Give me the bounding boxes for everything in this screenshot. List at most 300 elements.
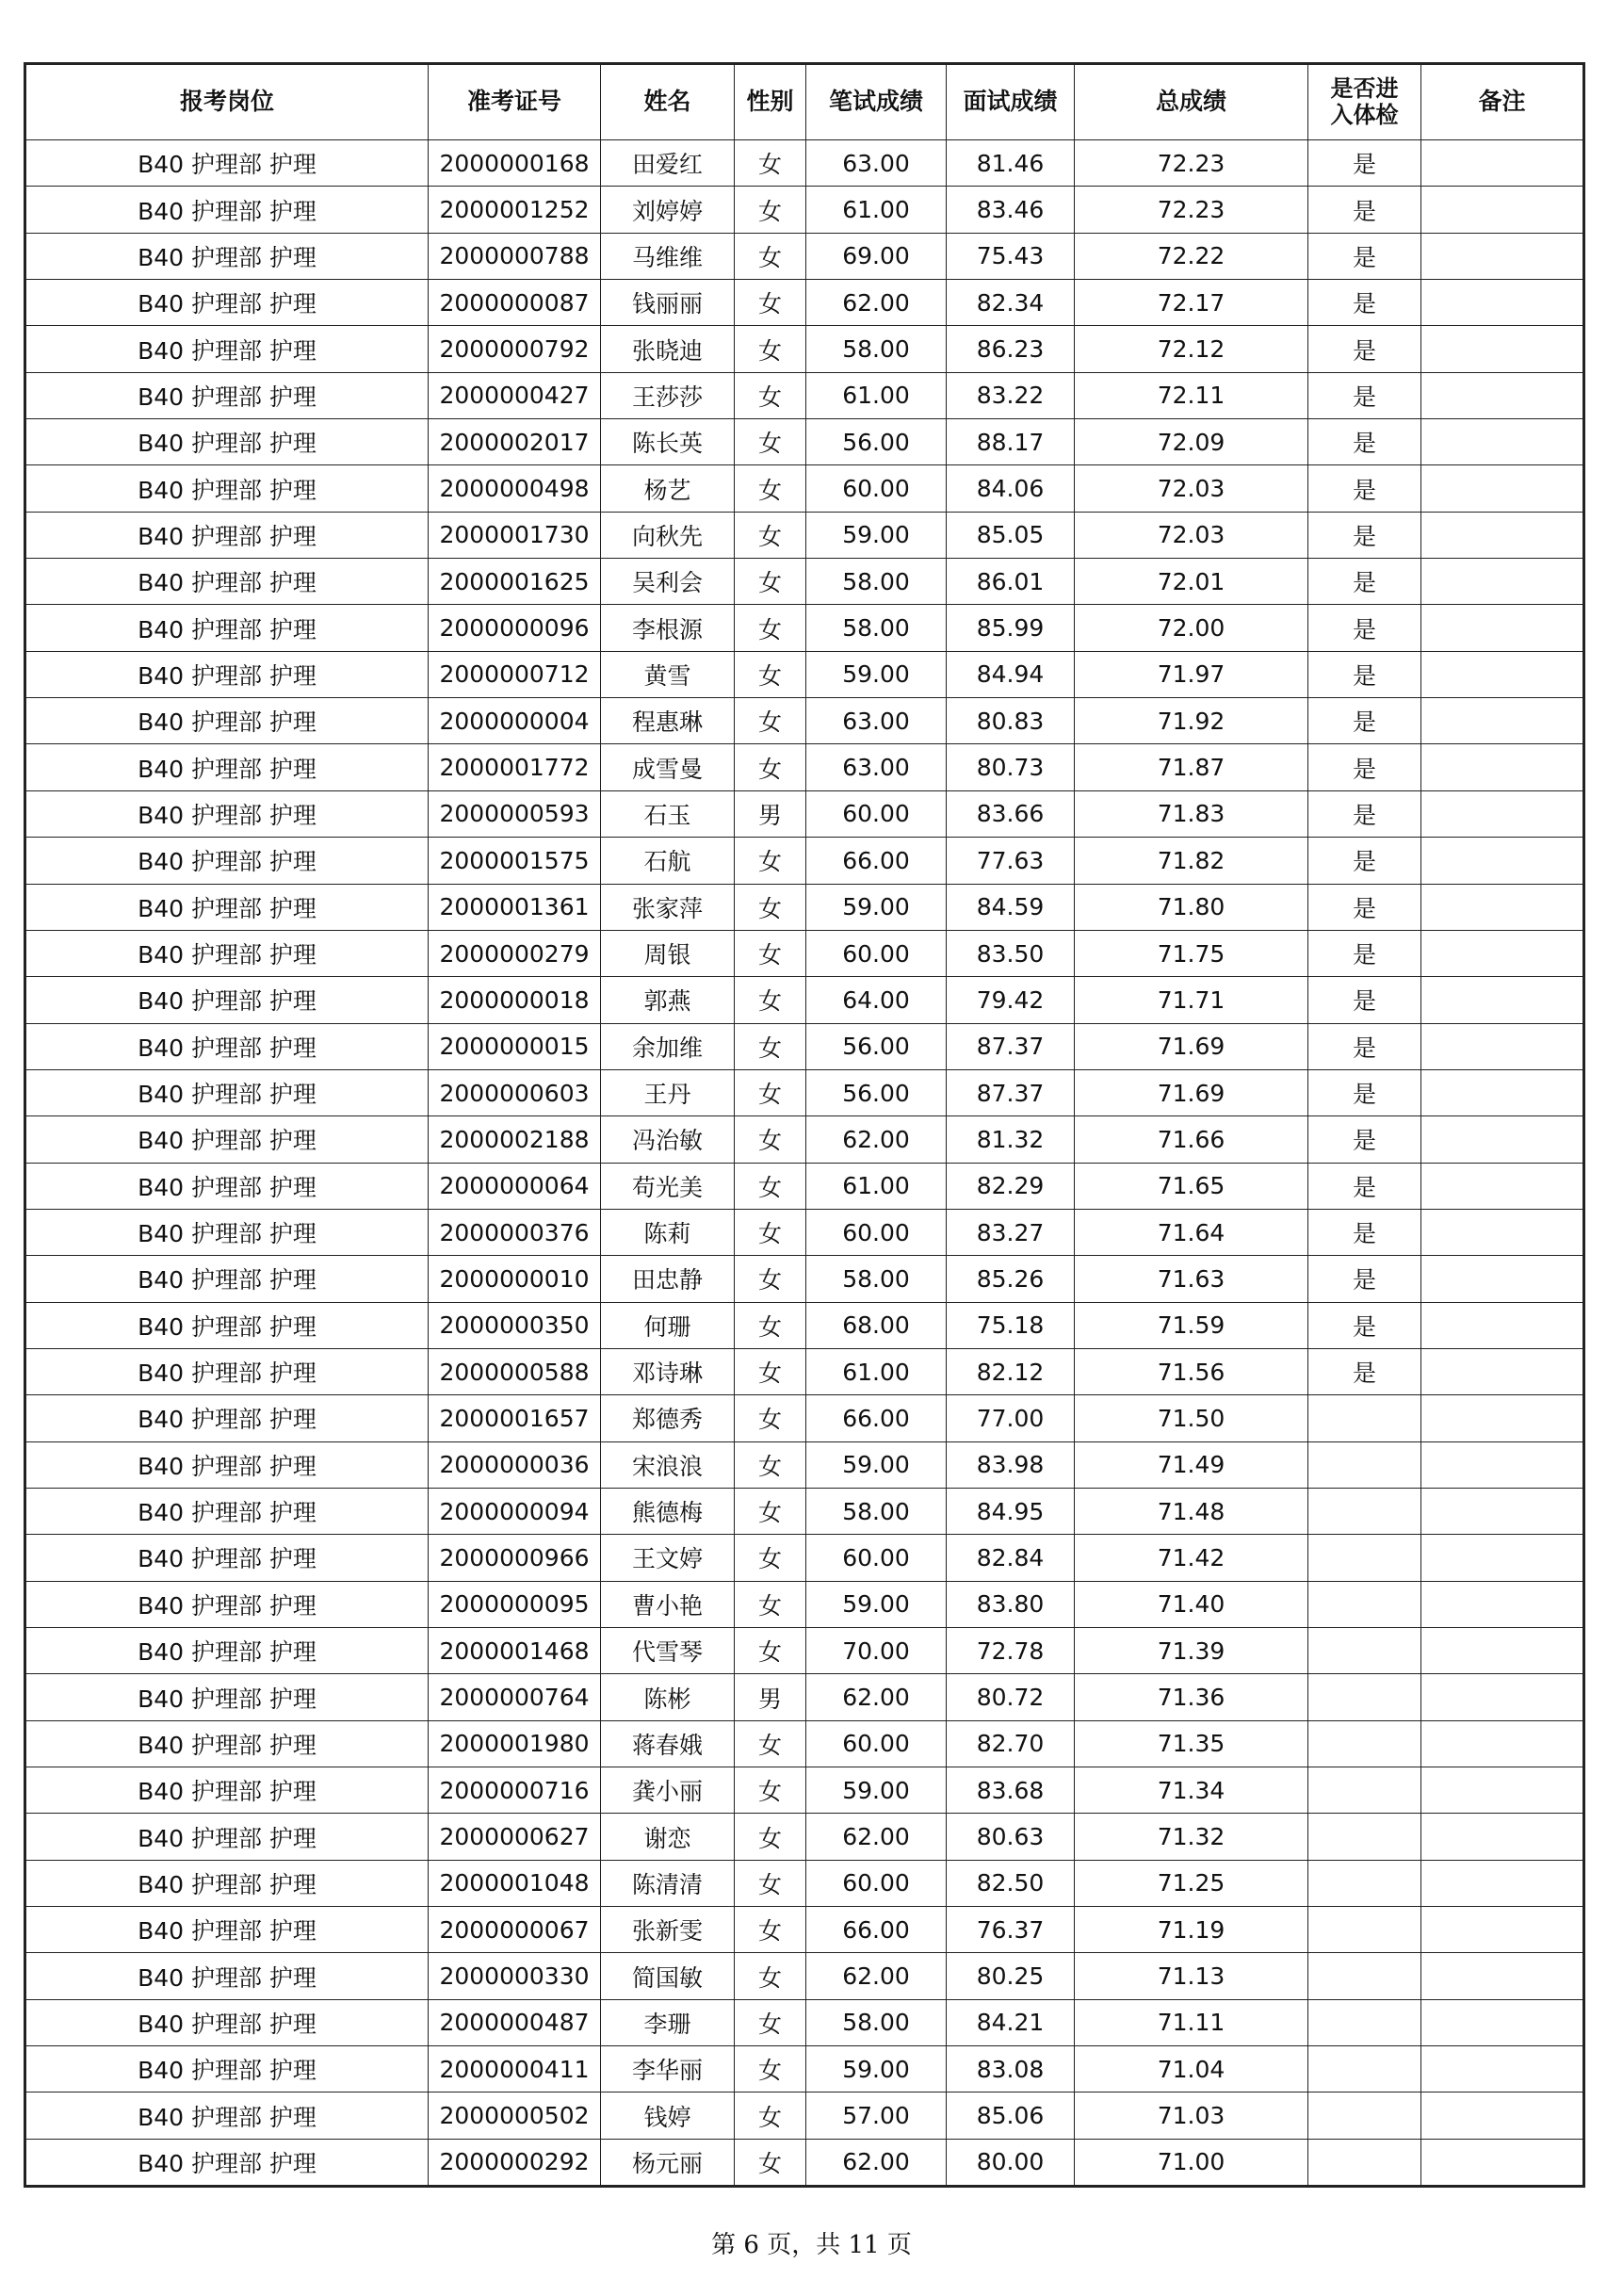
cell-name: 李珊 [601, 1999, 735, 2045]
cell-post: B40 护理部 护理 [25, 1348, 429, 1394]
cell-name: 郑德秀 [601, 1395, 735, 1441]
table-row [25, 372, 1584, 418]
table-row [25, 790, 1584, 837]
table-row [25, 1209, 1584, 1255]
table-row [25, 1535, 1584, 1581]
cell-physical [1308, 2139, 1421, 2186]
cell-name: 冯治敏 [601, 1116, 735, 1163]
cell-post: B40 护理部 护理 [25, 1069, 429, 1115]
cell-remark [1421, 838, 1584, 884]
table-row [25, 605, 1584, 651]
cell-physical: 是 [1308, 1116, 1421, 1163]
cell-written: 62.00 [806, 1674, 947, 1720]
table-row [25, 1814, 1584, 1860]
table-row [25, 1348, 1584, 1394]
cell-physical: 是 [1308, 372, 1421, 418]
cell-remark [1421, 187, 1584, 233]
cell-post: B40 护理部 护理 [25, 790, 429, 837]
cell-name: 程惠琳 [601, 698, 735, 744]
cell-ticket: 2000001575 [429, 838, 601, 884]
cell-remark [1421, 1720, 1584, 1767]
cell-ticket: 2000001772 [429, 744, 601, 790]
cell-written: 59.00 [806, 1767, 947, 1814]
cell-physical: 是 [1308, 1302, 1421, 1348]
cell-written: 56.00 [806, 1069, 947, 1115]
cell-post: B40 护理部 护理 [25, 1209, 429, 1255]
cell-name: 龚小丽 [601, 1767, 735, 1814]
cell-ticket: 2000000502 [429, 2092, 601, 2139]
cell-total: 72.03 [1075, 512, 1308, 558]
cell-total: 72.01 [1075, 559, 1308, 605]
cell-post: B40 护理部 护理 [25, 884, 429, 930]
cell-post: B40 护理部 护理 [25, 1907, 429, 1953]
cell-physical: 是 [1308, 884, 1421, 930]
cell-interview: 80.25 [947, 1953, 1075, 1999]
cell-ticket: 2000001252 [429, 187, 601, 233]
cell-name: 杨艺 [601, 465, 735, 512]
cell-physical [1308, 2046, 1421, 2092]
cell-written: 57.00 [806, 2092, 947, 2139]
header-remark: 备注 [1421, 64, 1584, 140]
cell-written: 61.00 [806, 372, 947, 418]
cell-physical [1308, 1488, 1421, 1534]
cell-total: 72.09 [1075, 419, 1308, 465]
cell-gender: 女 [735, 2139, 806, 2186]
cell-physical [1308, 1441, 1421, 1488]
cell-total: 71.65 [1075, 1163, 1308, 1209]
cell-post: B40 护理部 护理 [25, 1767, 429, 1814]
header-ticket: 准考证号 [429, 64, 601, 140]
cell-total: 71.03 [1075, 2092, 1308, 2139]
cell-ticket: 2000002017 [429, 419, 601, 465]
cell-post: B40 护理部 护理 [25, 1395, 429, 1441]
table-row [25, 1860, 1584, 1906]
cell-ticket: 2000000487 [429, 1999, 601, 2045]
cell-total: 71.00 [1075, 2139, 1308, 2186]
cell-name: 苟光美 [601, 1163, 735, 1209]
cell-interview: 85.26 [947, 1256, 1075, 1302]
cell-name: 张晓迪 [601, 326, 735, 372]
table-row [25, 1302, 1584, 1348]
cell-gender: 女 [735, 651, 806, 697]
cell-name: 黄雪 [601, 651, 735, 697]
cell-gender: 女 [735, 2046, 806, 2092]
table-row [25, 884, 1584, 930]
table-row [25, 2046, 1584, 2092]
cell-post: B40 护理部 护理 [25, 1581, 429, 1627]
cell-gender: 女 [735, 372, 806, 418]
cell-gender: 女 [735, 465, 806, 512]
cell-physical [1308, 1628, 1421, 1674]
cell-ticket: 2000002188 [429, 1116, 601, 1163]
cell-gender: 女 [735, 1302, 806, 1348]
cell-written: 66.00 [806, 838, 947, 884]
cell-post: B40 护理部 护理 [25, 698, 429, 744]
cell-post: B40 护理部 护理 [25, 1116, 429, 1163]
cell-name: 张家萍 [601, 884, 735, 930]
cell-physical: 是 [1308, 419, 1421, 465]
cell-written: 68.00 [806, 1302, 947, 1348]
cell-total: 72.23 [1075, 140, 1308, 187]
cell-physical: 是 [1308, 1163, 1421, 1209]
table-row [25, 1395, 1584, 1441]
cell-written: 63.00 [806, 140, 947, 187]
cell-physical: 是 [1308, 838, 1421, 884]
cell-interview: 84.94 [947, 651, 1075, 697]
cell-gender: 女 [735, 605, 806, 651]
cell-gender: 女 [735, 1628, 806, 1674]
cell-name: 李华丽 [601, 2046, 735, 2092]
cell-gender: 女 [735, 977, 806, 1023]
page-footer: 第 6 页，共 11 页 [711, 2231, 912, 2259]
cell-remark [1421, 1209, 1584, 1255]
cell-post: B40 护理部 护理 [25, 1953, 429, 1999]
table-row [25, 1441, 1584, 1488]
cell-written: 62.00 [806, 1116, 947, 1163]
cell-written: 63.00 [806, 744, 947, 790]
cell-remark [1421, 698, 1584, 744]
cell-ticket: 2000000096 [429, 605, 601, 651]
cell-gender: 女 [735, 1907, 806, 1953]
cell-post: B40 护理部 护理 [25, 930, 429, 976]
table-row [25, 419, 1584, 465]
cell-name: 钱婷 [601, 2092, 735, 2139]
cell-post: B40 护理部 护理 [25, 2139, 429, 2186]
cell-written: 58.00 [806, 559, 947, 605]
table-row [25, 2139, 1584, 2186]
cell-physical [1308, 1953, 1421, 1999]
cell-post: B40 护理部 护理 [25, 465, 429, 512]
cell-gender: 女 [735, 326, 806, 372]
cell-total: 71.83 [1075, 790, 1308, 837]
cell-post: B40 护理部 护理 [25, 559, 429, 605]
cell-post: B40 护理部 护理 [25, 1535, 429, 1581]
cell-physical: 是 [1308, 1209, 1421, 1255]
cell-ticket: 2000000330 [429, 1953, 601, 1999]
cell-name: 成雪曼 [601, 744, 735, 790]
cell-physical: 是 [1308, 512, 1421, 558]
cell-name: 陈彬 [601, 1674, 735, 1720]
cell-physical: 是 [1308, 1023, 1421, 1069]
cell-written: 58.00 [806, 605, 947, 651]
cell-ticket: 2000000603 [429, 1069, 601, 1115]
cell-total: 71.66 [1075, 1116, 1308, 1163]
cell-post: B40 护理部 护理 [25, 280, 429, 326]
cell-interview: 76.37 [947, 1907, 1075, 1953]
cell-gender: 女 [735, 1860, 806, 1906]
cell-interview: 82.50 [947, 1860, 1075, 1906]
cell-total: 71.64 [1075, 1209, 1308, 1255]
cell-post: B40 护理部 护理 [25, 512, 429, 558]
cell-ticket: 2000001048 [429, 1860, 601, 1906]
cell-interview: 83.50 [947, 930, 1075, 976]
table-row [25, 1116, 1584, 1163]
cell-remark [1421, 1488, 1584, 1534]
cell-ticket: 2000000087 [429, 280, 601, 326]
cell-remark [1421, 465, 1584, 512]
cell-interview: 83.08 [947, 2046, 1075, 2092]
cell-ticket: 2000001730 [429, 512, 601, 558]
cell-gender: 女 [735, 1953, 806, 1999]
cell-written: 69.00 [806, 233, 947, 279]
cell-written: 62.00 [806, 1953, 947, 1999]
table-row [25, 1256, 1584, 1302]
cell-post: B40 护理部 护理 [25, 187, 429, 233]
table-row [25, 2092, 1584, 2139]
cell-interview: 80.73 [947, 744, 1075, 790]
cell-post: B40 护理部 护理 [25, 1488, 429, 1534]
cell-total: 72.17 [1075, 280, 1308, 326]
table-row [25, 465, 1584, 512]
cell-physical: 是 [1308, 140, 1421, 187]
cell-name: 杨元丽 [601, 2139, 735, 2186]
cell-post: B40 护理部 护理 [25, 326, 429, 372]
table-row [25, 698, 1584, 744]
cell-interview: 81.46 [947, 140, 1075, 187]
cell-interview: 77.00 [947, 1395, 1075, 1441]
table-row [25, 512, 1584, 558]
cell-total: 71.75 [1075, 930, 1308, 976]
cell-total: 71.92 [1075, 698, 1308, 744]
cell-total: 71.56 [1075, 1348, 1308, 1394]
cell-interview: 85.06 [947, 2092, 1075, 2139]
cell-post: B40 护理部 护理 [25, 2092, 429, 2139]
cell-written: 70.00 [806, 1628, 947, 1674]
header-physical: 是否进入体检 [1308, 64, 1421, 140]
table-row [25, 326, 1584, 372]
cell-total: 71.87 [1075, 744, 1308, 790]
cell-name: 钱丽丽 [601, 280, 735, 326]
cell-gender: 女 [735, 698, 806, 744]
cell-remark [1421, 1441, 1584, 1488]
cell-interview: 80.72 [947, 1674, 1075, 1720]
cell-remark [1421, 1674, 1584, 1720]
cell-written: 63.00 [806, 698, 947, 744]
cell-remark [1421, 1953, 1584, 1999]
cell-physical: 是 [1308, 698, 1421, 744]
cell-remark [1421, 280, 1584, 326]
cell-written: 59.00 [806, 512, 947, 558]
cell-written: 58.00 [806, 1999, 947, 2045]
cell-written: 61.00 [806, 187, 947, 233]
cell-post: B40 护理部 护理 [25, 744, 429, 790]
cell-interview: 88.17 [947, 419, 1075, 465]
cell-ticket: 2000000588 [429, 1348, 601, 1394]
cell-total: 71.69 [1075, 1069, 1308, 1115]
cell-ticket: 2000000788 [429, 233, 601, 279]
cell-written: 60.00 [806, 1720, 947, 1767]
cell-ticket: 2000000376 [429, 1209, 601, 1255]
cell-interview: 83.68 [947, 1767, 1075, 1814]
cell-interview: 83.27 [947, 1209, 1075, 1255]
cell-gender: 女 [735, 512, 806, 558]
cell-physical: 是 [1308, 744, 1421, 790]
cell-total: 71.80 [1075, 884, 1308, 930]
cell-physical [1308, 1581, 1421, 1627]
cell-written: 59.00 [806, 884, 947, 930]
cell-total: 71.40 [1075, 1581, 1308, 1627]
cell-name: 邓诗琳 [601, 1348, 735, 1394]
cell-post: B40 护理部 护理 [25, 1860, 429, 1906]
cell-total: 71.11 [1075, 1999, 1308, 2045]
cell-interview: 80.63 [947, 1814, 1075, 1860]
cell-interview: 84.21 [947, 1999, 1075, 2045]
cell-name: 周银 [601, 930, 735, 976]
cell-remark [1421, 1163, 1584, 1209]
cell-gender: 女 [735, 1814, 806, 1860]
cell-name: 余加维 [601, 1023, 735, 1069]
cell-remark [1421, 790, 1584, 837]
cell-post: B40 护理部 护理 [25, 651, 429, 697]
cell-written: 66.00 [806, 1907, 947, 1953]
cell-name: 简国敏 [601, 1953, 735, 1999]
cell-gender: 女 [735, 1348, 806, 1394]
header-written: 笔试成绩 [806, 64, 947, 140]
cell-interview: 83.22 [947, 372, 1075, 418]
cell-written: 56.00 [806, 419, 947, 465]
cell-name: 陈清清 [601, 1860, 735, 1906]
cell-physical [1308, 1860, 1421, 1906]
cell-physical [1308, 1814, 1421, 1860]
cell-gender: 女 [735, 559, 806, 605]
cell-remark [1421, 326, 1584, 372]
cell-post: B40 护理部 护理 [25, 1999, 429, 2045]
table-row [25, 559, 1584, 605]
cell-physical: 是 [1308, 930, 1421, 976]
cell-post: B40 护理部 护理 [25, 1814, 429, 1860]
cell-name: 石玉 [601, 790, 735, 837]
cell-remark [1421, 1069, 1584, 1115]
cell-post: B40 护理部 护理 [25, 977, 429, 1023]
cell-ticket: 2000001361 [429, 884, 601, 930]
cell-interview: 82.12 [947, 1348, 1075, 1394]
cell-ticket: 2000000712 [429, 651, 601, 697]
cell-name: 张新雯 [601, 1907, 735, 1953]
cell-gender: 女 [735, 1535, 806, 1581]
cell-remark [1421, 1535, 1584, 1581]
cell-gender: 女 [735, 1069, 806, 1115]
cell-remark [1421, 512, 1584, 558]
cell-written: 62.00 [806, 2139, 947, 2186]
cell-physical: 是 [1308, 233, 1421, 279]
cell-ticket: 2000000593 [429, 790, 601, 837]
cell-remark [1421, 1256, 1584, 1302]
cell-ticket: 2000001657 [429, 1395, 601, 1441]
cell-total: 71.19 [1075, 1907, 1308, 1953]
table-row [25, 1720, 1584, 1767]
cell-physical: 是 [1308, 651, 1421, 697]
cell-written: 59.00 [806, 2046, 947, 2092]
cell-name: 郭燕 [601, 977, 735, 1023]
cell-written: 60.00 [806, 790, 947, 837]
cell-remark [1421, 930, 1584, 976]
cell-post: B40 护理部 护理 [25, 1302, 429, 1348]
cell-total: 71.13 [1075, 1953, 1308, 1999]
cell-total: 71.59 [1075, 1302, 1308, 1348]
table-row [25, 930, 1584, 976]
table-row [25, 1581, 1584, 1627]
cell-written: 59.00 [806, 1581, 947, 1627]
table-row [25, 1488, 1584, 1534]
cell-gender: 女 [735, 1209, 806, 1255]
cell-interview: 82.84 [947, 1535, 1075, 1581]
cell-written: 60.00 [806, 1209, 947, 1255]
cell-remark [1421, 1907, 1584, 1953]
cell-remark [1421, 1999, 1584, 2045]
cell-remark [1421, 372, 1584, 418]
cell-interview: 79.42 [947, 977, 1075, 1023]
cell-name: 李根源 [601, 605, 735, 651]
cell-interview: 83.80 [947, 1581, 1075, 1627]
cell-total: 71.50 [1075, 1395, 1308, 1441]
table-row [25, 1674, 1584, 1720]
cell-ticket: 2000000498 [429, 465, 601, 512]
cell-physical [1308, 1720, 1421, 1767]
table-row [25, 977, 1584, 1023]
table-row [25, 1628, 1584, 1674]
cell-physical [1308, 1907, 1421, 1953]
cell-total: 71.97 [1075, 651, 1308, 697]
cell-interview: 77.63 [947, 838, 1075, 884]
header-gender: 性别 [735, 64, 806, 140]
cell-post: B40 护理部 护理 [25, 1628, 429, 1674]
cell-post: B40 护理部 护理 [25, 233, 429, 279]
cell-interview: 81.32 [947, 1116, 1075, 1163]
cell-remark [1421, 233, 1584, 279]
cell-name: 宋浪浪 [601, 1441, 735, 1488]
cell-interview: 87.37 [947, 1023, 1075, 1069]
cell-name: 陈莉 [601, 1209, 735, 1255]
cell-total: 72.00 [1075, 605, 1308, 651]
cell-interview: 86.23 [947, 326, 1075, 372]
cell-name: 刘婷婷 [601, 187, 735, 233]
cell-interview: 83.98 [947, 1441, 1075, 1488]
cell-remark [1421, 977, 1584, 1023]
cell-physical: 是 [1308, 280, 1421, 326]
cell-remark [1421, 419, 1584, 465]
table-row [25, 1953, 1584, 1999]
cell-written: 62.00 [806, 1814, 947, 1860]
cell-interview: 84.95 [947, 1488, 1075, 1534]
cell-ticket: 2000000764 [429, 1674, 601, 1720]
cell-physical [1308, 2092, 1421, 2139]
cell-post: B40 护理部 护理 [25, 1674, 429, 1720]
cell-name: 石航 [601, 838, 735, 884]
cell-interview: 82.29 [947, 1163, 1075, 1209]
cell-gender: 女 [735, 1767, 806, 1814]
cell-ticket: 2000001980 [429, 1720, 601, 1767]
cell-ticket: 2000000036 [429, 1441, 601, 1488]
cell-written: 56.00 [806, 1023, 947, 1069]
table-row [25, 280, 1584, 326]
cell-interview: 72.78 [947, 1628, 1075, 1674]
cell-physical: 是 [1308, 977, 1421, 1023]
cell-ticket: 2000000004 [429, 698, 601, 744]
cell-ticket: 2000000350 [429, 1302, 601, 1348]
cell-name: 代雪琴 [601, 1628, 735, 1674]
cell-total: 71.71 [1075, 977, 1308, 1023]
cell-written: 60.00 [806, 930, 947, 976]
cell-gender: 女 [735, 140, 806, 187]
cell-ticket: 2000000095 [429, 1581, 601, 1627]
cell-remark [1421, 2139, 1584, 2186]
table-row [25, 1999, 1584, 2045]
cell-interview: 82.34 [947, 280, 1075, 326]
cell-ticket: 2000000411 [429, 2046, 601, 2092]
cell-name: 马维维 [601, 233, 735, 279]
cell-gender: 男 [735, 1674, 806, 1720]
cell-remark [1421, 1023, 1584, 1069]
